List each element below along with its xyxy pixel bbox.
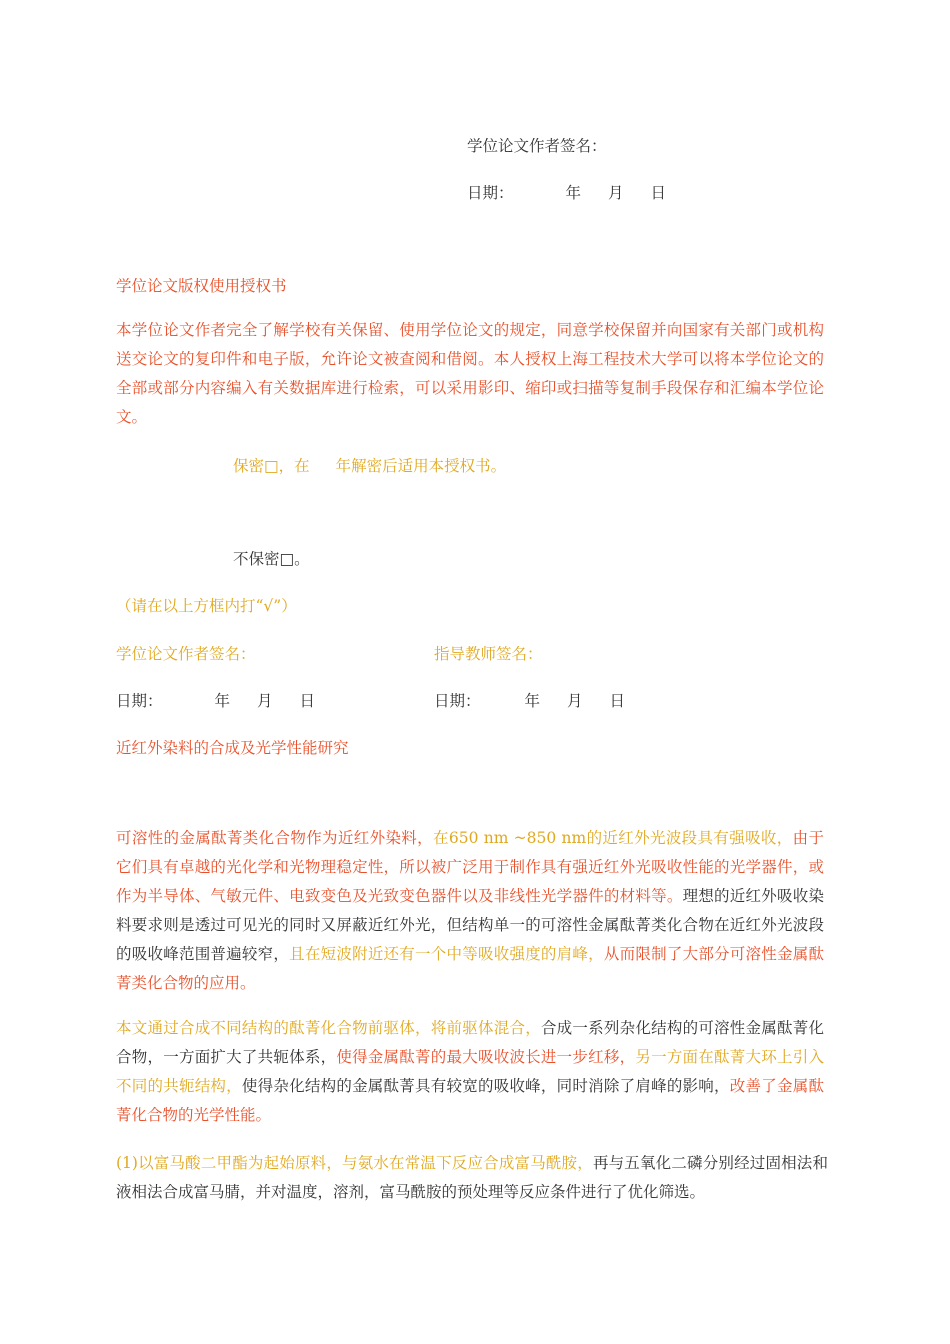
year-label: 年: [214, 692, 231, 710]
thesis-title: 近红外染料的合成及光学性能研究: [116, 739, 349, 757]
day-label: 日: [299, 692, 316, 710]
date-label: 日期：: [434, 692, 481, 710]
advisor-signature-label: 指导教师签名：: [434, 645, 543, 663]
text-segment: 另一方面在酞菁大环上引入不同的共轭结构，: [116, 1048, 824, 1095]
abstract-paragraph-1: [116, 824, 824, 998]
authorization-title: 学位论文版权使用授权书: [116, 277, 287, 295]
year-label: 年: [565, 184, 582, 202]
advisor-date-line: [434, 689, 625, 711]
month-label: 月: [608, 184, 624, 202]
secret-option-text: 保密□，在: [233, 457, 310, 475]
date-label: 日期：: [467, 184, 514, 202]
abstract-paragraph-2: [116, 1014, 824, 1130]
text-segment: 本文通过合成不同结构的酞菁化合物前驱体，将前驱体混合，: [116, 1019, 541, 1037]
month-label: 月: [257, 692, 273, 710]
text-segment: 理想的近红外吸收染料要求则是透过可见光的同时又屏蔽近红外光，但结构单一的可溶性金属酞菁类化合物在近红外光波段的吸收峰范围普遍较窄，: [116, 887, 824, 963]
text-segment: 改善了金属酞菁化合物的光学性能。: [116, 1077, 824, 1124]
secret-option: [233, 454, 506, 476]
date-label: 日期：: [116, 692, 163, 710]
text-segment: 由于它们具有卓越的光化学和光物理稳定性，所以被广泛用于制作具有强近红外光吸收性能的光学器件，或作为半导体、气敏元件、电致变色及光致变色器件以及非线性光学器件的材料等。: [116, 829, 824, 905]
checkbox-instruction: （请在以上方框内打“√”）: [116, 597, 297, 615]
text-segment: 从而限制了大部分可溶性金属酞菁类化合物的应用。: [116, 945, 824, 992]
text-segment: 在650 nm ~850 nm的近红外光波段具有强吸收，: [433, 829, 793, 847]
author-date-line: [116, 689, 315, 711]
year-label: 年: [524, 692, 541, 710]
secret-option-text-2: 年解密后适用本授权书。: [335, 457, 507, 475]
text-segment: 合成一系列杂化结构的可溶性金属酞菁化合物，一方面扩大了共轭体系，: [116, 1019, 824, 1066]
day-label: 日: [609, 692, 626, 710]
text-segment: 使得金属酞菁的最大吸收波长进一步红移，: [336, 1048, 636, 1066]
text-segment: (1)以富马酸二甲酯为起始原料，与氨水在常温下反应合成富马酰胺，: [116, 1154, 593, 1172]
abstract-paragraph-3: [116, 1149, 828, 1207]
day-label: 日: [650, 184, 667, 202]
top-author-signature-label: 学位论文作者签名：: [467, 137, 607, 155]
month-label: 月: [567, 692, 583, 710]
text-segment: 可溶性的金属酞菁类化合物作为近红外染料，: [116, 829, 434, 847]
author-signature-label: 学位论文作者签名：: [116, 645, 256, 663]
not-secret-option: 不保密□。: [233, 550, 310, 568]
text-segment: 使得杂化结构的金属酞菁具有较宽的吸收峰，同时消除了肩峰的影响，: [241, 1077, 730, 1095]
authorization-body: 本学位论文作者完全了解学校有关保留、使用学位论文的规定，同意学校保留并向国家有关部门或机构送交论文的复印件和电子版，允许论文被查阅和借阅。本人授权上海工程技术大学可以将本学位论文的全部或部分内容编入有关数据库进行检索，可以采用影印、缩印或扫描等复制手段保存和汇编本学位论文。: [116, 321, 824, 426]
text-segment: 再与五氧化二磷分别经过固相法和液相法合成富马腈，并对温度，溶剂，富马酰胺的预处理等反应条件进行了优化筛选。: [116, 1154, 828, 1201]
top-date-line: [467, 181, 666, 203]
text-segment: 且在短波附近还有一个中等吸收强度的肩峰，: [289, 945, 604, 963]
